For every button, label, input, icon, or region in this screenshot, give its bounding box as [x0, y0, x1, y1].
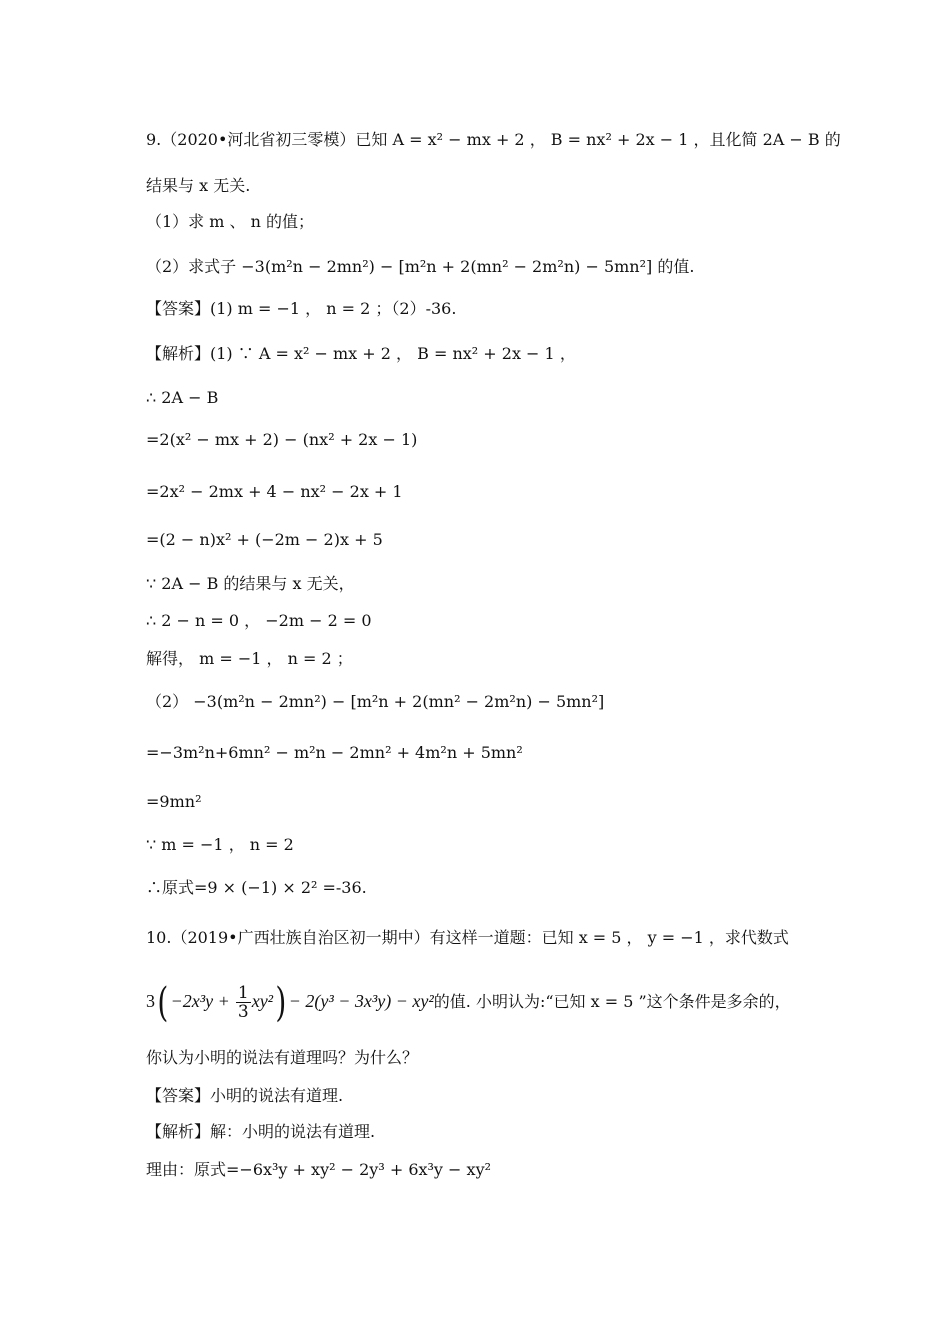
q10-stem-1: 10.（2019•广西壮族自治区初一期中）有这样一道题：已知 x = 5 ， y = −1 ，求代数式 [146, 928, 789, 947]
q10-analysis-1: 【解析】解：小明的说法有道理. [146, 1122, 376, 1141]
q9-step-2: =2(x² − mx + 2) − (nx² + 2x − 1) [146, 430, 418, 449]
q10-stem-3: 你认为小明的说法有道理吗？为什么？ [146, 1048, 419, 1067]
q9-stem-2: 结果与 x 无关. [146, 176, 251, 195]
expr-lead: 3 [146, 991, 155, 1011]
expr-rest: − 2(y³ − 3x³y) − xy² [288, 991, 434, 1011]
q10-answer: 【答案】小明的说法有道理. [146, 1086, 344, 1105]
q9-step-6: ∴ 2 − n = 0 ， −2m − 2 = 0 [146, 611, 372, 630]
q10-analysis-2: 理由：原式=−6x³y + xy² − 2y³ + 6x³y − xy² [146, 1160, 492, 1179]
q9-step-5: ∵ 2A − B 的结果与 x 无关， [146, 574, 355, 593]
left-paren: ( [157, 979, 169, 1026]
q9-step-8: （2） −3(m²n − 2mn²) − [m²n + 2(mn² − 2m²n) − 5mn²] [146, 692, 605, 711]
expr-inner-2: xy² [251, 991, 274, 1011]
q9-part1: （1）求 m 、 n 的值； [146, 212, 315, 231]
q9-step-12: ∴原式=9 × (−1) × 2² =-36. [146, 878, 367, 897]
q9-step-9: =−3m²n+6mn² − m²n − 2mn² + 4m²n + 5mn² [146, 743, 523, 762]
fraction-numerator: 1 [237, 983, 249, 1003]
q9-answer: 【答案】(1) m = −1 ， n = 2 ；（2）-36. [146, 299, 457, 318]
fraction-one-third [236, 984, 251, 1021]
q9-stem-1: 9.（2020•河北省初三零模）已知 A = x² − mx + 2 ， B = nx² + 2x − 1 ，且化简 2A − B 的 [146, 130, 841, 149]
q9-step-10: =9mn² [146, 792, 202, 811]
right-paren: ) [275, 979, 287, 1026]
expr-tail: 的值. 小明认为:“已知 x = 5 ”这个条件是多余的， [433, 992, 791, 1011]
q9-analysis-1: 【解析】(1) ∵ A = x² − mx + 2 ， B = nx² + 2x − 1 ， [146, 344, 576, 363]
fraction-denominator: 3 [237, 1002, 249, 1022]
q10-expression-line [146, 979, 791, 1026]
q9-part2: （2）求式子 −3(m²n − 2mn²) − [m²n + 2(mn² − 2m²n) − 5mn²] 的值. [146, 257, 695, 276]
q9-step-3: =2x² − 2mx + 4 − nx² − 2x + 1 [146, 482, 403, 501]
expr-inner-1: −2x³y + [170, 991, 230, 1011]
q9-step-4: =(2 − n)x² + (−2m − 2)x + 5 [146, 530, 383, 549]
q9-step-11: ∵ m = −1 ， n = 2 [146, 835, 294, 854]
q9-step-7: 解得， m = −1 ， n = 2 ； [146, 649, 353, 668]
q9-step-1: ∴ 2A − B [146, 388, 219, 407]
